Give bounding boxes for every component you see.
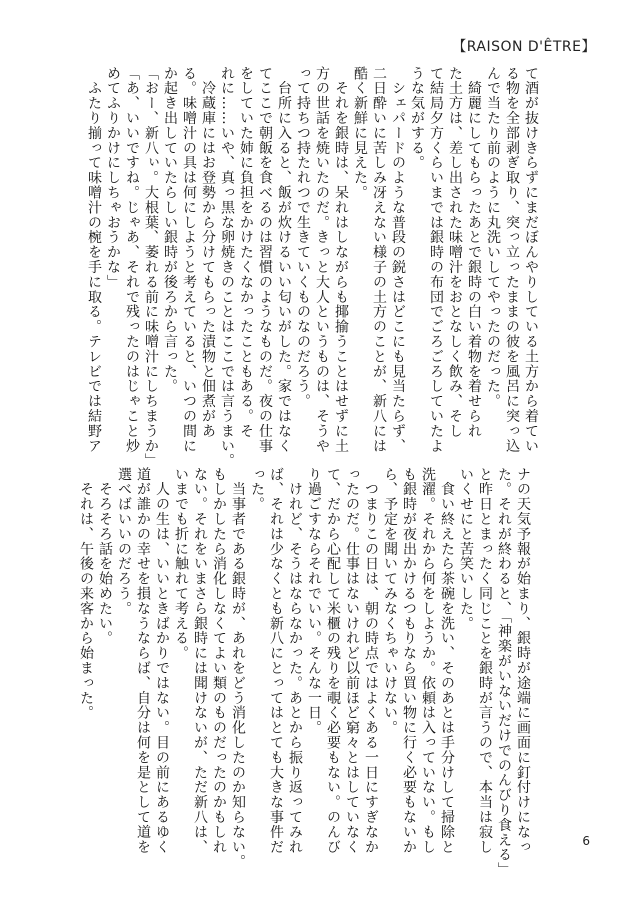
text-line: つまりこの日は、朝の時点ではよくある一日にすぎなか [363,467,379,855]
text-line: 台所に入ると、飯が炊けるいい匂いがした。家ではなく [276,66,292,454]
text-block-bottom [70,467,532,878]
text-line: ナの天気予報が始まり、銀時が途端に画面に釘付けになっ [515,467,531,855]
text-line: ら、予定を聞いてみなくちゃいけない。 [382,467,398,736]
text-line: いくせにと苦笑いした。 [458,467,474,631]
text-line: 食い終えたら茶碗を洗い、そのあとは手分けして掃除と [439,467,455,855]
text-line: をしていた姉に負担をかけたくなかったこともある。そ [238,66,254,439]
text-line: 選べばいいのだろう。 [116,467,132,616]
text-line: れに……いや、真っ黒な卵焼きのことはここでは言うまい。 [219,66,235,469]
text-line: てここで朝飯を食べるのは習慣のようなものだ。夜の仕事 [257,66,273,454]
text-line: て酒が抜けきらずにまだぼんやりしている土方から着てい [523,66,539,454]
text-line: ない。それをいまさら銀時には聞けないが、ただ新八は、 [192,467,208,855]
text-line: 冷蔵庫にはお登勢から分けてもらった漬物と佃煮があ [200,66,216,439]
text-line: いまでも折に触れて考える。 [173,467,189,661]
text-line: そろそろ話を始めたい。 [97,467,113,646]
text-line: 洗濯。それから何をしようか。依頼は入っていない。もし [420,467,436,855]
text-line: それは、午後の来客から始まった。 [78,467,94,721]
text-line: り過ごすならそれでいい。そんな一日。 [306,467,322,736]
text-line: 綺麗にしてもらったあとで銀時の白い着物を着せられ [466,66,482,439]
text-line: ば、それは少なくとも新八にとってはとても大きな事件だ [268,467,284,855]
text-line: た土方は、差し出された味噌汁をおとなしく飲み、そし [447,66,463,439]
text-line: もしかしたら消化しなくてよい類のものだったのかもしれ [211,467,227,855]
text-line: けれど、そうはならなかった。あとから振り返ってみれ [287,467,303,855]
page-number: 6 [582,834,590,848]
text-line: んで当たり前のように丸洗いしてやったのだった。 [485,66,501,409]
text-line: る物を全部剥ぎ取り、突っ立ったままの彼を風呂に突っ込 [504,66,520,454]
text-line: も銀時が夜出かけるつもりなら買い物に行く必要もないか [401,467,417,855]
text-line: 道が誰かの幸せを損なうならば、自分は何を是として道を [135,467,151,855]
text-line: 酷く新鮮に見えた。 [352,66,368,201]
text-line: って持ちつ持たれつで生きていくものなのだろう。 [295,66,311,409]
text-line: うな気がする。 [409,66,425,171]
text-line: 「あ、いいですね。じゃあ、それで残ったのはじゃこと炒 [124,66,140,454]
text-line: 二日酔いに苦しみ冴えない様子の土方のことが、新八には [371,66,387,454]
text-line: て、だから心配して米櫃の残りを覗く必要もない。のんび [325,467,341,855]
text-line: ふたり揃って味噌汁の椀を手に取る。テレビでは結野ア [86,66,102,454]
running-header: 【RAISON D'ÊTRE】 [452,39,596,55]
text-line: めてふりかけにしちゃおうかな」 [105,66,121,290]
text-line: と昨日とまったく同じことを銀時が言うので、本当は寂し [477,467,493,855]
text-line: 当事者である銀時が、あれをどう消化したのか知らない。 [230,467,246,870]
text-line: った。 [249,467,265,512]
text-line: 「おー、新八ぃ。大根葉、萎れる前に味噌汁にしちまうか」 [143,66,159,469]
text-line: シェパードのような普段の鋭さはどこにも見当たらず、 [390,66,406,454]
text-line: 人の生は、いいときばかりではない。目の前にあるゆく [154,467,170,855]
text-line: か起き出していたらしい銀時が後ろから言った。 [162,66,178,394]
text-line: て結局夕方くらいまでは銀時の布団でごろごろしていたよ [428,66,444,454]
text-line: た。それが終わると、「神楽がいないだけでのんびり食える」 [496,467,512,878]
text-block-top [86,66,540,469]
text-line: ったのだ。仕事はないけれど以前ほど窮々とはしていなく [344,467,360,855]
text-line: それを銀時は、呆れはしながらも揶揄うことはせずに土 [333,66,349,454]
text-line: る。味噌汁の具は何にしようと考えていると、いつの間に [181,66,197,454]
text-line: 方の世話を焼いたのだ。きっと大人というものは、そうや [314,66,330,454]
